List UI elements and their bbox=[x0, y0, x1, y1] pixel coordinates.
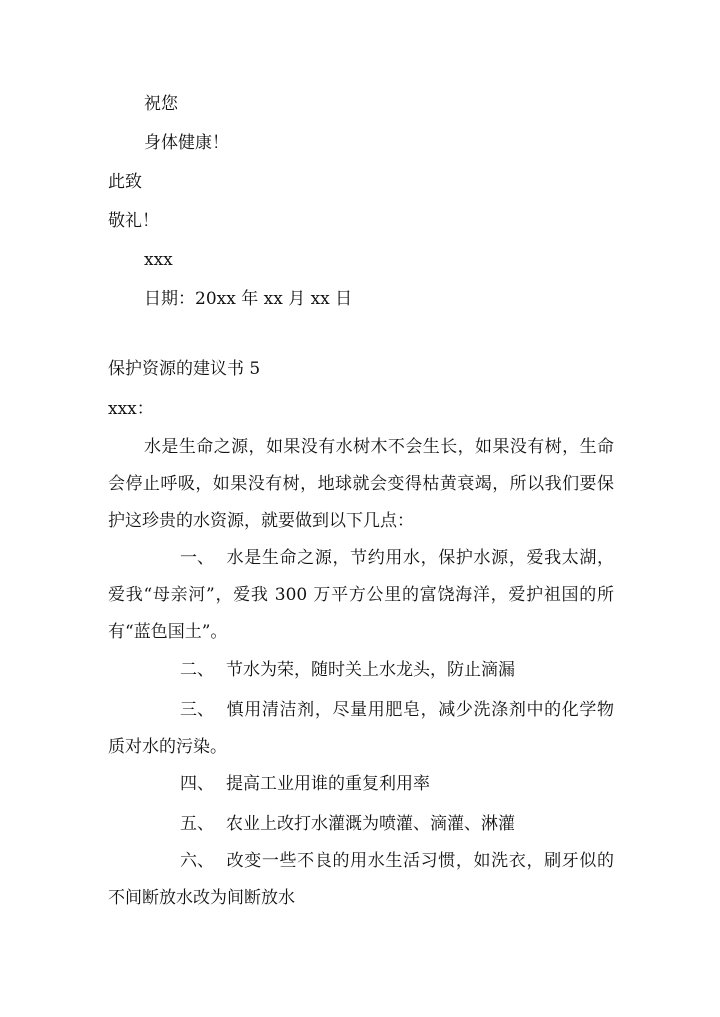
list-number: 二、 bbox=[180, 660, 214, 680]
list-item bbox=[108, 540, 614, 651]
intro-paragraph: 水是生命之源，如果没有水树木不会生长，如果没有树，生命会停止呼吸，如果没有树，地球就会变得枯黄衰竭，所以我们要保护这珍贵的水资源，就要做到以下几点： bbox=[108, 437, 614, 531]
list-item bbox=[108, 692, 614, 766]
list-text: 农业上改打水灌溉为喷灌、滴灌、淋灌 bbox=[226, 814, 515, 834]
list-number: 六、 bbox=[180, 851, 214, 871]
list-item bbox=[108, 766, 614, 803]
list-number: 一、 bbox=[180, 548, 214, 568]
list-text: 节水为荣，随时关上水龙头，防止滴漏 bbox=[226, 660, 515, 680]
list-number: 五、 bbox=[180, 814, 214, 834]
list-number: 三、 bbox=[180, 700, 214, 720]
list-text: 提高工业用谁的重复利用率 bbox=[226, 774, 430, 794]
list-item bbox=[108, 843, 614, 917]
closing-salute-line-2: 敬礼！ bbox=[108, 211, 159, 231]
list-text: 慎用清洁剂，尽量用肥皂，减少洗涤剂中的化学物质对水的污染。 bbox=[108, 700, 614, 757]
letter-title: 保护资源的建议书 5 bbox=[108, 359, 261, 379]
list-number: 四、 bbox=[180, 774, 214, 794]
closing-salute-line-1: 此致 bbox=[108, 172, 142, 192]
signature: xxx bbox=[144, 250, 173, 270]
list-item bbox=[108, 652, 614, 689]
list-item bbox=[108, 806, 614, 843]
closing-wish-line-2: 身体健康！ bbox=[144, 133, 229, 153]
list-text: 改变一些不良的用水生活习惯，如洗衣，刷牙似的不间断放水改为间断放水 bbox=[108, 851, 614, 908]
closing-wish-line-1: 祝您 bbox=[144, 94, 178, 114]
date-line: 日期：20xx 年 xx 月 xx 日 bbox=[144, 289, 353, 309]
list-text: 水是生命之源，节约用水，保护水源，爱我太湖，爱我“母亲河”，爱我 300 万平方公里的富饶海洋，爱护祖国的所有“蓝色国土”。 bbox=[108, 548, 614, 642]
letter-greeting: xxx： bbox=[108, 399, 154, 419]
